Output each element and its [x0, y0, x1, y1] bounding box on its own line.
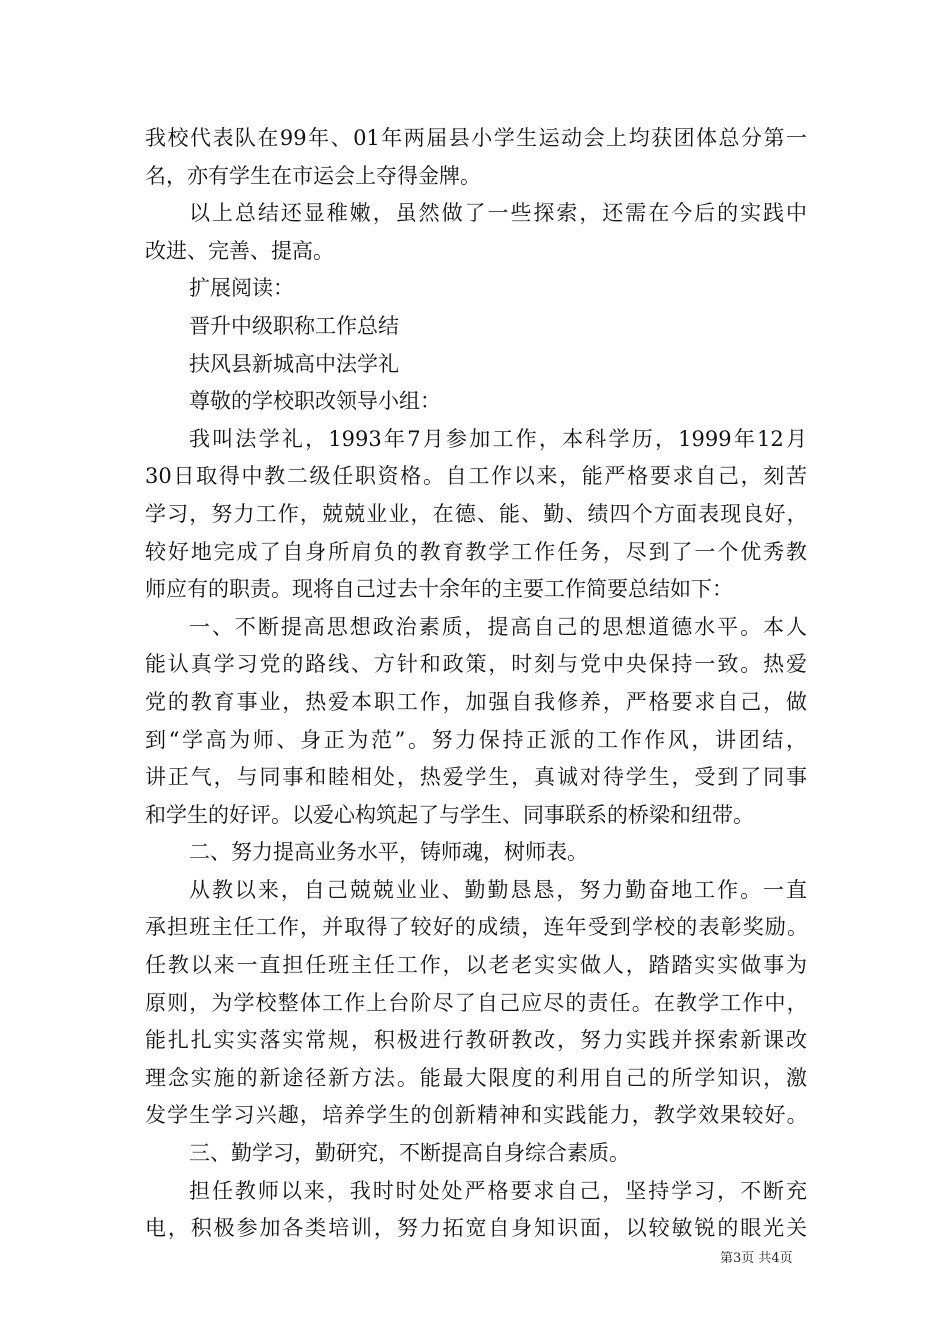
- text-line-21: 从教以来，自己兢兢业业、勤勤恳恳，努力勤奋地工作。一直: [189, 877, 807, 902]
- text-line-13: 师应有的职责。现将自己过去十余年的主要工作简要总结如下：: [145, 577, 733, 602]
- body-text: [145, 120, 807, 1248]
- text-line-11: 学习，努力工作，兢兢业业，在德、能、勤、绩四个方面表现良好，: [145, 501, 807, 526]
- text-line-17: 到“学高为师、身正为范”。努力保持正派的工作作风，讲团结，: [145, 727, 807, 752]
- text-line-29: 担任教师以来，我时时处处严格要求自己，坚持学习，不断充: [189, 1178, 807, 1203]
- page-number: 第3页 共4页: [720, 1251, 793, 1266]
- section-one-heading: 一、不断提高思想政治素质，提高自己的思想道德水平。本人: [189, 614, 807, 639]
- text-line-4: 改进、完善、提高。: [145, 238, 334, 263]
- text-line-12: 较好地完成了自身所肩负的教育教学工作任务，尽到了一个优秀教: [145, 539, 807, 564]
- text-line-15: 能认真学习党的路线、方针和政策，时刻与党中央保持一致。热爱: [145, 652, 807, 677]
- text-line-1: 我校代表队在99年、01年两届县小学生运动会上均获团体总分第一: [145, 126, 807, 150]
- text-line-26: 理念实施的新途径新方法。能最大限度的利用自己的所学知识，激: [145, 1065, 807, 1090]
- text-line-16: 党的教育事业，热爱本职工作，加强自我修养，严格要求自己，做: [145, 689, 807, 714]
- text-line-18: 讲正气，与同事和睦相处，热爱学生，真诚对待学生，受到了同事: [145, 765, 807, 790]
- heading-title: 晋升中级职称工作总结: [189, 313, 399, 338]
- text-line-22: 承担班主任工作，并取得了较好的成绩，连年受到学校的表彰奖励。: [145, 915, 807, 940]
- text-line-27: 发学生学习兴趣，培养学生的创新精神和实践能力，教学效果较好。: [145, 1103, 807, 1128]
- text-line-25: 能扎扎实实落实常规，积极进行教研教改，努力实践并探索新课改: [145, 1028, 807, 1053]
- text-line-30: 电，积极参加各类培训，努力拓宽自身知识面，以较敏锐的眼光关: [145, 1216, 807, 1241]
- text-line-9: 我叫法学礼，1993年7月参加工作，本科学历，1999年12月: [189, 426, 807, 451]
- text-line-2: 名，亦有学生在市运会上夺得金牌。: [145, 163, 481, 188]
- author-line: 扶风县新城高中法学礼: [189, 351, 399, 376]
- salutation: 尊敬的学校职改领导小组：: [189, 389, 441, 414]
- text-line-24: 原则，为学校整体工作上台阶尽了自己应尽的责任。在教学工作中，: [145, 990, 807, 1015]
- text-line-23: 任教以来一直担任班主任工作，以老老实实做人，踏踏实实做事为: [145, 953, 807, 978]
- section-three-heading: 三、勤学习，勤研究，不断提高自身综合素质。: [189, 1141, 630, 1166]
- text-line-19: 和学生的好评。以爱心构筑起了与学生、同事联系的桥梁和纽带。: [145, 802, 754, 827]
- text-line-10: 30日取得中教二级任职资格。自工作以来，能严格要求自己，刻苦: [145, 464, 807, 489]
- section-two-heading: 二、努力提高业务水平，铸师魂，树师表。: [189, 840, 588, 865]
- text-line-3: 以上总结还显稚嫩，虽然做了一些探索，还需在今后的实践中: [189, 201, 807, 226]
- text-line-5: 扩展阅读：: [189, 276, 294, 301]
